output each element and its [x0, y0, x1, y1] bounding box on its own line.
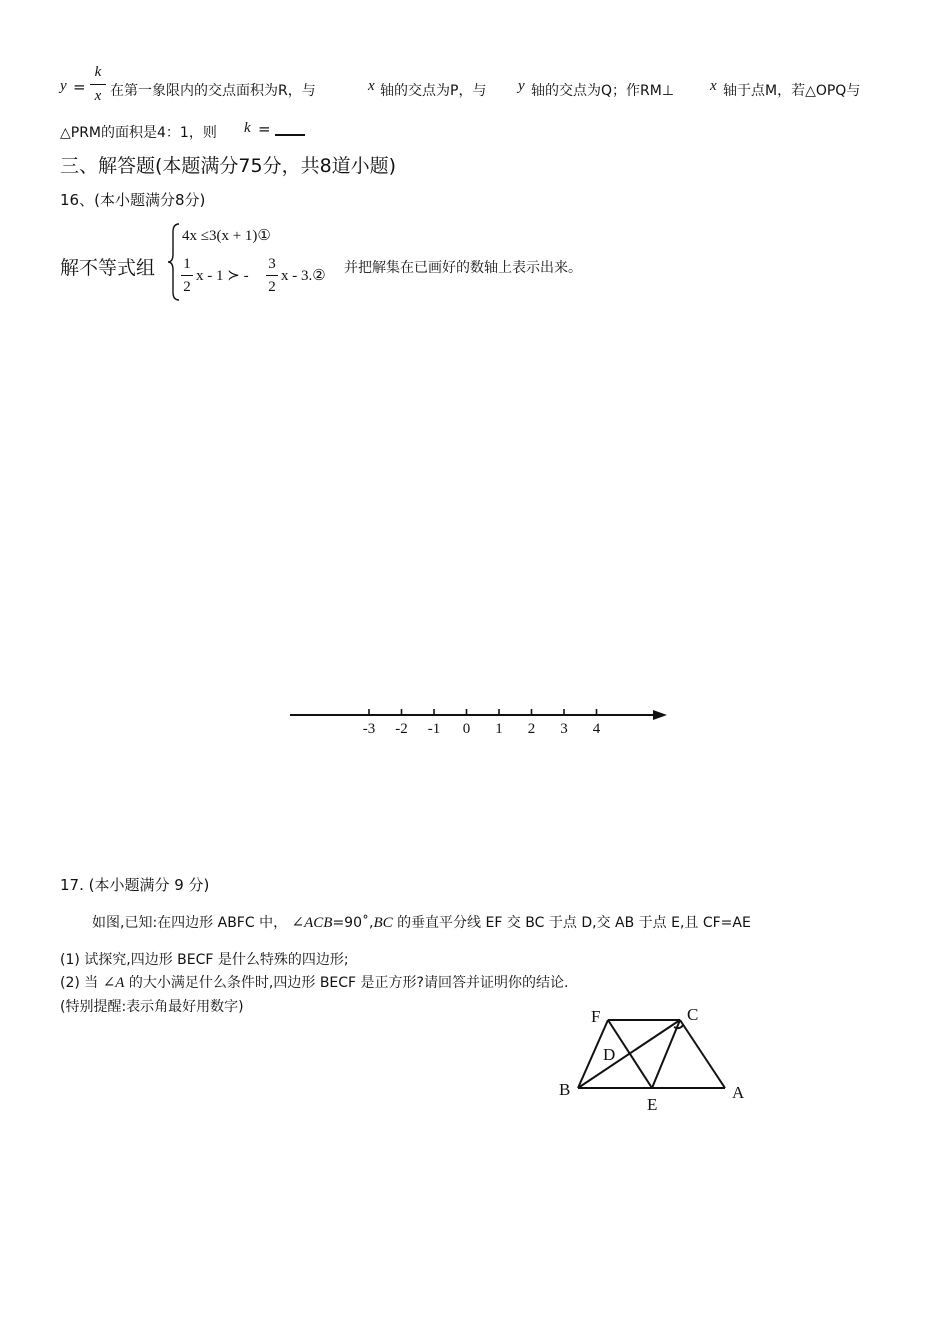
ineq2-end: x - 3.②	[281, 268, 326, 284]
q15-text-1: 在第一象限内的交点面积为R，与	[110, 83, 316, 99]
number-line-label: 0	[462, 721, 471, 737]
var-k: k	[244, 120, 251, 136]
formula-equals: =	[73, 78, 86, 96]
q17-note: (特别提醒:表示角最好用数字)	[60, 999, 244, 1015]
q17-statement	[92, 912, 751, 932]
number-line-label: 2	[527, 721, 536, 737]
ineq2-middle: x - 1 ≻ -	[196, 268, 249, 284]
q15-text-2: 轴的交点为P，与	[380, 83, 487, 99]
section-heading: 三、解答题(本题满分75分，共8道小题)	[60, 155, 397, 177]
ineq2-frac1-bar	[181, 275, 193, 276]
answer-blank	[275, 120, 305, 136]
inequality-1: 4x ≤3(x + 1)①	[182, 228, 271, 244]
q16-instruction: 并把解集在已画好的数轴上表示出来。	[344, 260, 582, 276]
q17-stmt-a: 如图,已知:在四边形 ABFC 中，	[92, 915, 288, 931]
number-line-label: -1	[427, 721, 441, 737]
q17-part2-b: 的大小满足什么条件时,四边形 BECF 是正方形?请回答并证明你的结论.	[128, 975, 569, 991]
var-x-2: x	[710, 78, 717, 94]
segment-bc: BC	[373, 915, 393, 931]
label-a: A	[732, 1083, 745, 1102]
ineq2-frac2-num: 3	[268, 256, 276, 272]
label-f: F	[591, 1007, 601, 1026]
number-line-label: 3	[560, 721, 568, 737]
number-line-label: 4	[592, 721, 601, 737]
q17-stmt-b: =90˚,	[332, 915, 374, 931]
ineq2-frac1-num: 1	[183, 256, 191, 272]
q15-text-5: △PRM的面积是4：1，则	[60, 125, 217, 141]
brace-icon	[167, 222, 181, 302]
label-e: E	[647, 1095, 658, 1114]
segment-ca	[680, 1020, 725, 1088]
number-line-label: -2	[395, 721, 408, 737]
q17-part2-a: (2) 当	[60, 975, 99, 991]
number-line-label: -3	[362, 721, 376, 737]
q16-intro: 解不等式组	[60, 257, 156, 279]
ineq2-frac1-den: 2	[183, 279, 191, 295]
q16-header: 16、(本小题满分8分)	[60, 191, 206, 209]
var-y-1: y	[518, 78, 525, 94]
label-b: B	[559, 1080, 571, 1099]
q17-part2	[60, 972, 568, 992]
formula-y: y	[60, 78, 67, 94]
angle-acb: ∠ACB	[291, 915, 333, 931]
label-d: D	[603, 1045, 616, 1064]
k-equals: =	[258, 120, 305, 138]
label-c: C	[687, 1005, 699, 1024]
arrow-right-icon	[653, 710, 667, 720]
fraction-bar	[90, 84, 106, 85]
angle-a: ∠A	[102, 975, 125, 991]
ineq2-frac2-bar	[266, 275, 278, 276]
number-line	[285, 700, 675, 742]
fraction-numerator-k: k	[94, 64, 102, 80]
q17-header: 17. (本小题满分 9 分)	[60, 876, 210, 894]
quadrilateral-figure	[550, 1000, 760, 1120]
ineq2-frac2-den: 2	[268, 279, 276, 295]
fraction-denominator-x: x	[94, 88, 102, 104]
q15-text-4: 轴于点M，若△OPQ与	[723, 83, 861, 99]
number-line-label: 1	[495, 721, 503, 737]
var-x-1: x	[368, 78, 375, 94]
q15-text-3: 轴的交点为Q；作RM⊥	[531, 83, 675, 99]
q17-stmt-c: 的垂直平分线 EF 交 BC 于点 D,交 AB 于点 E,且 CF=AE	[397, 915, 751, 931]
q17-part1: (1) 试探究,四边形 BECF 是什么特殊的四边形;	[60, 952, 349, 968]
